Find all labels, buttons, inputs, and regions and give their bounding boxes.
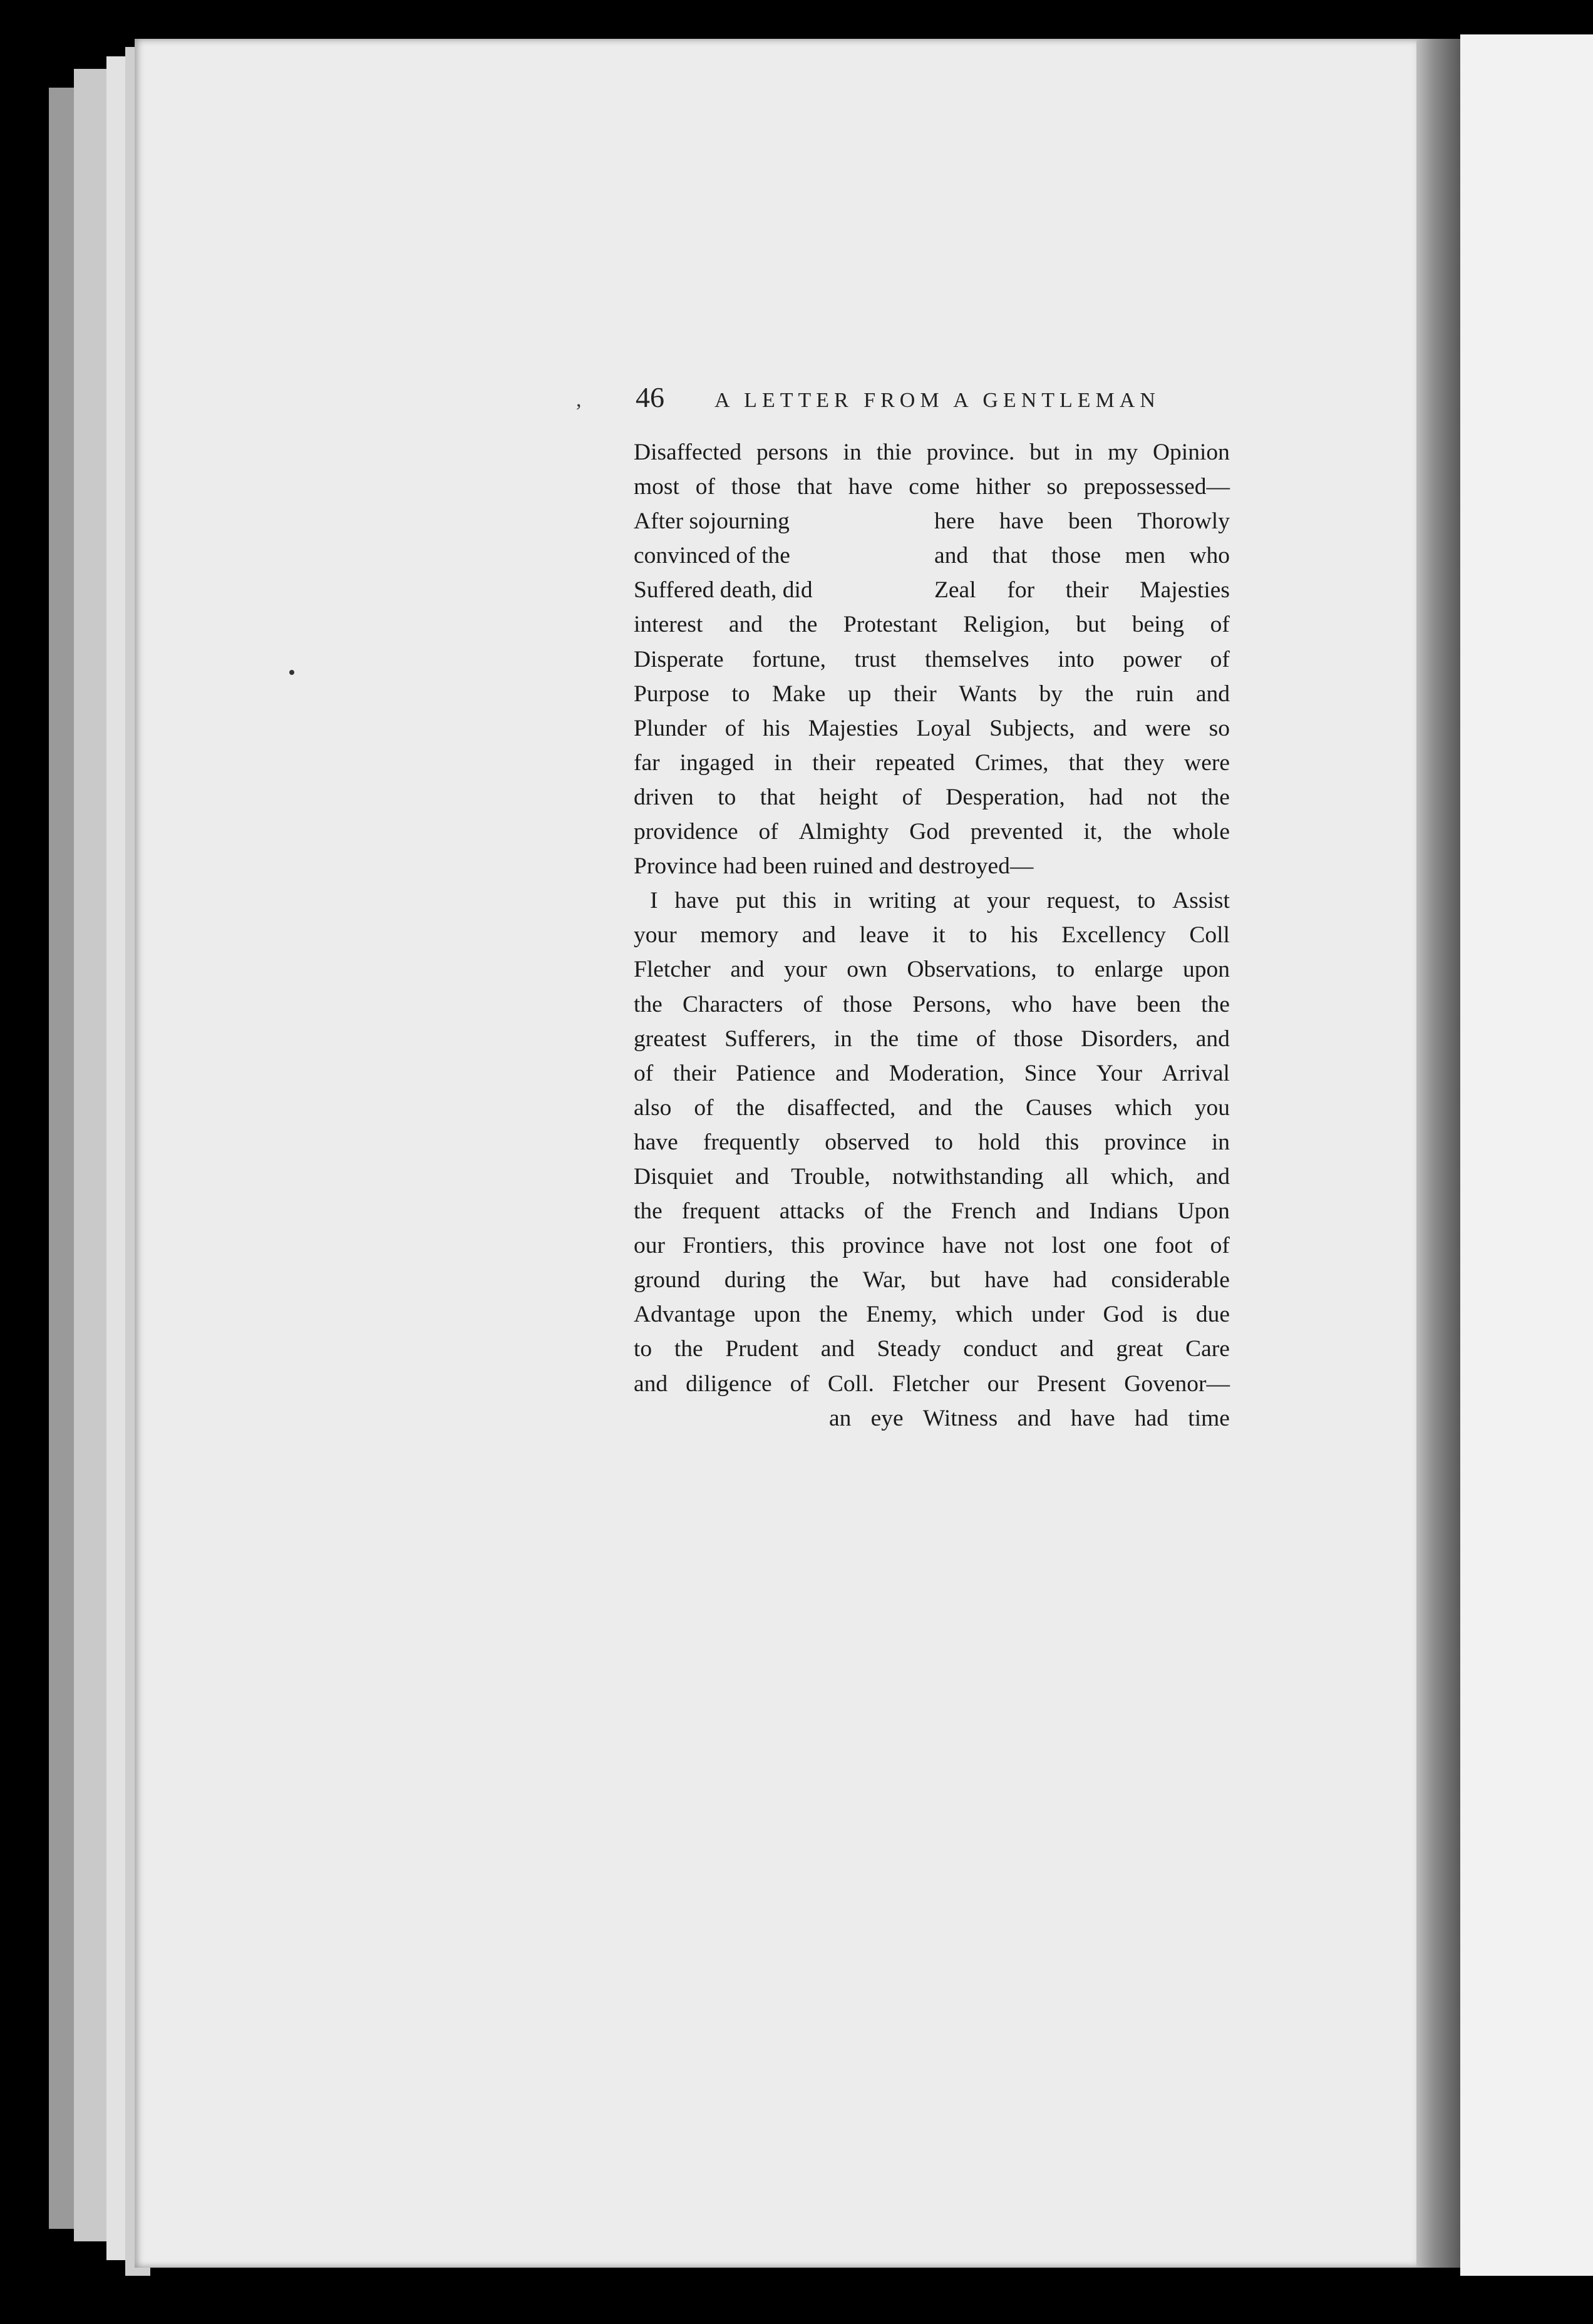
text-line: Province had been ruined and destroyed— bbox=[634, 853, 1034, 880]
text-line: Fletcher and your own Observations, to enlarge upon bbox=[634, 957, 1230, 983]
text-line: Disquiet and Trouble, notwithstanding all which, and bbox=[634, 1163, 1230, 1190]
text-line: the frequent attacks of the French and Indians Upon bbox=[634, 1198, 1230, 1225]
text-line: of their Patience and Moderation, Since Your Arrival bbox=[634, 1060, 1230, 1086]
text-line: Purpose to Make up their Wants by the ruin and bbox=[634, 681, 1230, 707]
text-line: driven to that height of Desperation, had not the bbox=[634, 784, 1230, 810]
text-line: the Characters of those Persons, who have been the bbox=[634, 991, 1230, 1017]
text-line: providence of Almighty God prevented it, the whole bbox=[634, 819, 1230, 845]
text-line: your memory and leave it to his Excellency Coll bbox=[634, 922, 1230, 949]
text-segment: here have been Thorowly bbox=[934, 508, 1230, 535]
letter-body-text bbox=[634, 435, 1230, 1436]
text-line: to the Prudent and Steady conduct and great Care bbox=[634, 1336, 1230, 1362]
running-title: A LETTER FROM A GENTLEMAN bbox=[714, 389, 1160, 412]
text-line: our Frontiers, this province have not lost one foot of bbox=[634, 1233, 1230, 1259]
text-line bbox=[634, 504, 1230, 538]
text-segment: After sojourning bbox=[634, 508, 790, 535]
next-page-edge bbox=[1460, 34, 1593, 2276]
text-line bbox=[634, 573, 1230, 607]
text-line: and diligence of Coll. Fletcher our Present Govenor— bbox=[634, 1370, 1230, 1397]
text-line: also of the disaffected, and the Causes which you bbox=[634, 1094, 1230, 1121]
binding-gutter bbox=[1416, 39, 1460, 2268]
text-line: greatest Sufferers, in the time of those Disorders, and bbox=[634, 1026, 1230, 1052]
text-line: Plunder of his Majesties Loyal Subjects, and were so bbox=[634, 715, 1230, 741]
text-line: I have put this in writing at your request, to Assist bbox=[650, 888, 1230, 914]
page-number: 46 bbox=[636, 381, 664, 413]
text-line: an eye Witness and have had time bbox=[829, 1405, 1230, 1431]
text-line bbox=[634, 538, 1230, 573]
margin-speck bbox=[289, 670, 294, 675]
text-line: far ingaged in their repeated Crimes, that they were bbox=[634, 749, 1230, 776]
running-header bbox=[636, 381, 1230, 424]
text-segment: Suffered death, did bbox=[634, 577, 813, 604]
text-line: most of those that have come hither so prepossessed— bbox=[634, 474, 1230, 500]
text-line: Disperate fortune, trust themselves into power of bbox=[634, 646, 1230, 672]
text-line: interest and the Protestant Religion, but being of bbox=[634, 612, 1230, 638]
text-segment: convinced of the bbox=[634, 543, 790, 569]
text-line: ground during the War, but have had considerable bbox=[634, 1267, 1230, 1293]
text-segment: and that those men who bbox=[934, 543, 1230, 569]
text-line: Disaffected persons in thie province. but in my Opinion bbox=[634, 440, 1230, 465]
text-line: have frequently observed to hold this province in bbox=[634, 1129, 1230, 1155]
text-line: Advantage upon the Enemy, which under God is due bbox=[634, 1302, 1230, 1328]
text-segment: Zeal for their Majesties bbox=[934, 577, 1230, 604]
margin-mark: , bbox=[576, 388, 582, 411]
